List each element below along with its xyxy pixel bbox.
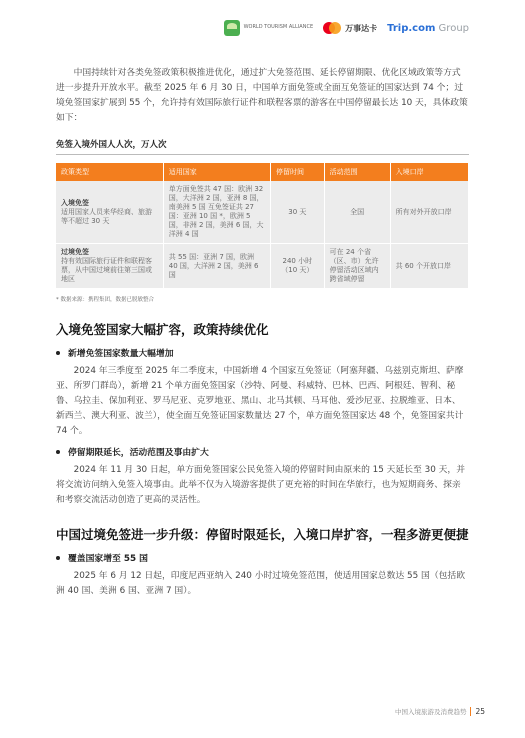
col-header-scope: 活动范围 <box>324 163 390 181</box>
bullet-title: 新增免签国家数量大幅增加 <box>68 349 174 359</box>
cell-stay: 30 天 <box>271 181 325 244</box>
bullet-title: 覆盖国家增至 55 国 <box>68 554 148 564</box>
visa-policy-table <box>56 163 469 289</box>
policy-type-title: 入境免签 <box>61 198 89 207</box>
body-paragraph: 2024 年 11 月 30 日起，单方面免签国家公民免签入境的停留时间由原来的 15 天延长至 30 天，并将交流访问纳入免签入境事由。此举不仅为入境游客提供了更充裕的时间在华旅行，也为短期商务、探亲和考察交流活动创造了更高的灵活性。 <box>56 465 466 505</box>
table-header-row <box>56 163 469 181</box>
table-divider <box>56 154 469 155</box>
header-logos <box>224 20 469 36</box>
bullet-title: 停留期限延长，活动范围及事由扩大 <box>68 448 209 458</box>
footer-separator <box>470 707 471 716</box>
bullet-dot-icon <box>56 450 60 454</box>
cell-port: 所有对外开放口岸 <box>390 181 468 244</box>
cell-countries: 共 55 国：亚洲 7 国，欧洲 40 国，大洋洲 2 国，美洲 6 国 <box>163 244 270 289</box>
col-header-port: 入境口岸 <box>390 163 468 181</box>
intro-paragraph: 中国持续针对各类免签政策积极推进优化，通过扩大免签范围、延长停留期限、优化区域政策等方式进一步提升开放水平。截至 2025 年 6 月 30 日，中国单方面免签或全面互免签证的国家达到 74 个；过境免签国家扩展到 55 个，允许持有效国际旅行证件和联程客票的游客在中国停留最长达 10 天，具体政策如下： <box>56 68 468 123</box>
cell-stay: 240 小时（10 天） <box>271 244 325 289</box>
body-paragraph: 2024 年三季度至 2025 年二季度末，中国新增 4 个国家互免签证（阿塞拜疆、乌兹别克斯坦、萨摩亚、所罗门群岛），新增 21 个单方面免签国家（沙特、阿曼、科威特、巴林、巴西、阿根廷、智利、秘鲁、乌拉圭、保加利亚、罗马尼亚、克罗地亚、黑山、北马其顿、马耳他、爱沙尼亚、拉脱维亚、日本、新西兰、澳大利亚、波兰），使全面互免签证国家数量达 27 个，单方面免签国家达 48 个，免签国家共计 74 个。 <box>56 366 464 436</box>
body-paragraph: 2025 年 6 月 12 日起，印度尼西亚纳入 240 小时过境免签范围，使适用国家总数达 55 国（包括欧洲 40 国、美洲 6 国、亚洲 7 国）。 <box>56 571 466 596</box>
col-header-countries: 适用国家 <box>163 163 270 181</box>
wta-leaf-icon <box>224 20 240 36</box>
col-header-stay: 停留时间 <box>271 163 325 181</box>
trip-group-text: Group <box>435 22 469 34</box>
cell-type <box>56 244 163 289</box>
cell-countries: 单方面免签共 47 国：欧洲 32 国，大洋洲 2 国，亚洲 8 国，南美洲 5 国 互免签证共 27 国：亚洲 10 国 *，欧洲 5 国，非洲 2 国，美洲 6 国，大洋洲 4 国 <box>163 181 270 244</box>
policy-type-desc: 持有效国际旅行证件和联程客票，从中国过境前往第三国或地区 <box>61 257 152 283</box>
page-footer <box>395 707 485 716</box>
trip-group-logo <box>387 23 469 34</box>
data-source-note: * 数据来源：携程集团，数据已脱敏整合 <box>56 297 154 303</box>
cell-port: 共 60 个开放口岸 <box>390 244 468 289</box>
wta-logo-text: WORLD TOURISM ALLIANCE <box>243 24 314 31</box>
policy-type-title: 过境免签 <box>61 248 89 256</box>
section-heading-transit-visa: 中国过境免签进一步升级：停留时限延长，入境口岸扩容，一程多游更便捷 <box>56 527 469 542</box>
wta-logo <box>224 20 314 36</box>
page-number: 25 <box>475 707 485 716</box>
bullet-dot-icon <box>56 556 60 560</box>
table-title: 免签入境外国人人次，万人次 <box>56 140 167 150</box>
footer-label: 中国入境旅游及消费趋势 <box>394 708 467 716</box>
mastercard-circles-icon <box>323 22 341 34</box>
mastercard-label: 万事达卡 <box>345 23 378 33</box>
bullet-heading <box>56 445 469 458</box>
policy-type-desc: 适用国家人员来华经商、旅游等不超过 30 天 <box>61 207 152 225</box>
bullet-dot-icon <box>56 351 60 355</box>
bullet-heading <box>56 551 469 564</box>
cell-scope: 全国 <box>324 181 390 244</box>
table-row <box>56 244 469 289</box>
cell-type <box>56 181 163 244</box>
page-content <box>56 66 469 599</box>
mastercard-logo <box>323 22 377 34</box>
section-heading-entry-visa: 入境免签国家大幅扩容，政策持续优化 <box>56 322 269 337</box>
trip-brand: Trip.com <box>387 22 436 34</box>
bullet-heading <box>56 346 469 359</box>
cell-scope: 可在 24 个省（区、市）允许停留活动区域内跨省域停留 <box>324 244 390 289</box>
table-row <box>56 181 469 244</box>
col-header-type: 政策类型 <box>56 163 163 181</box>
